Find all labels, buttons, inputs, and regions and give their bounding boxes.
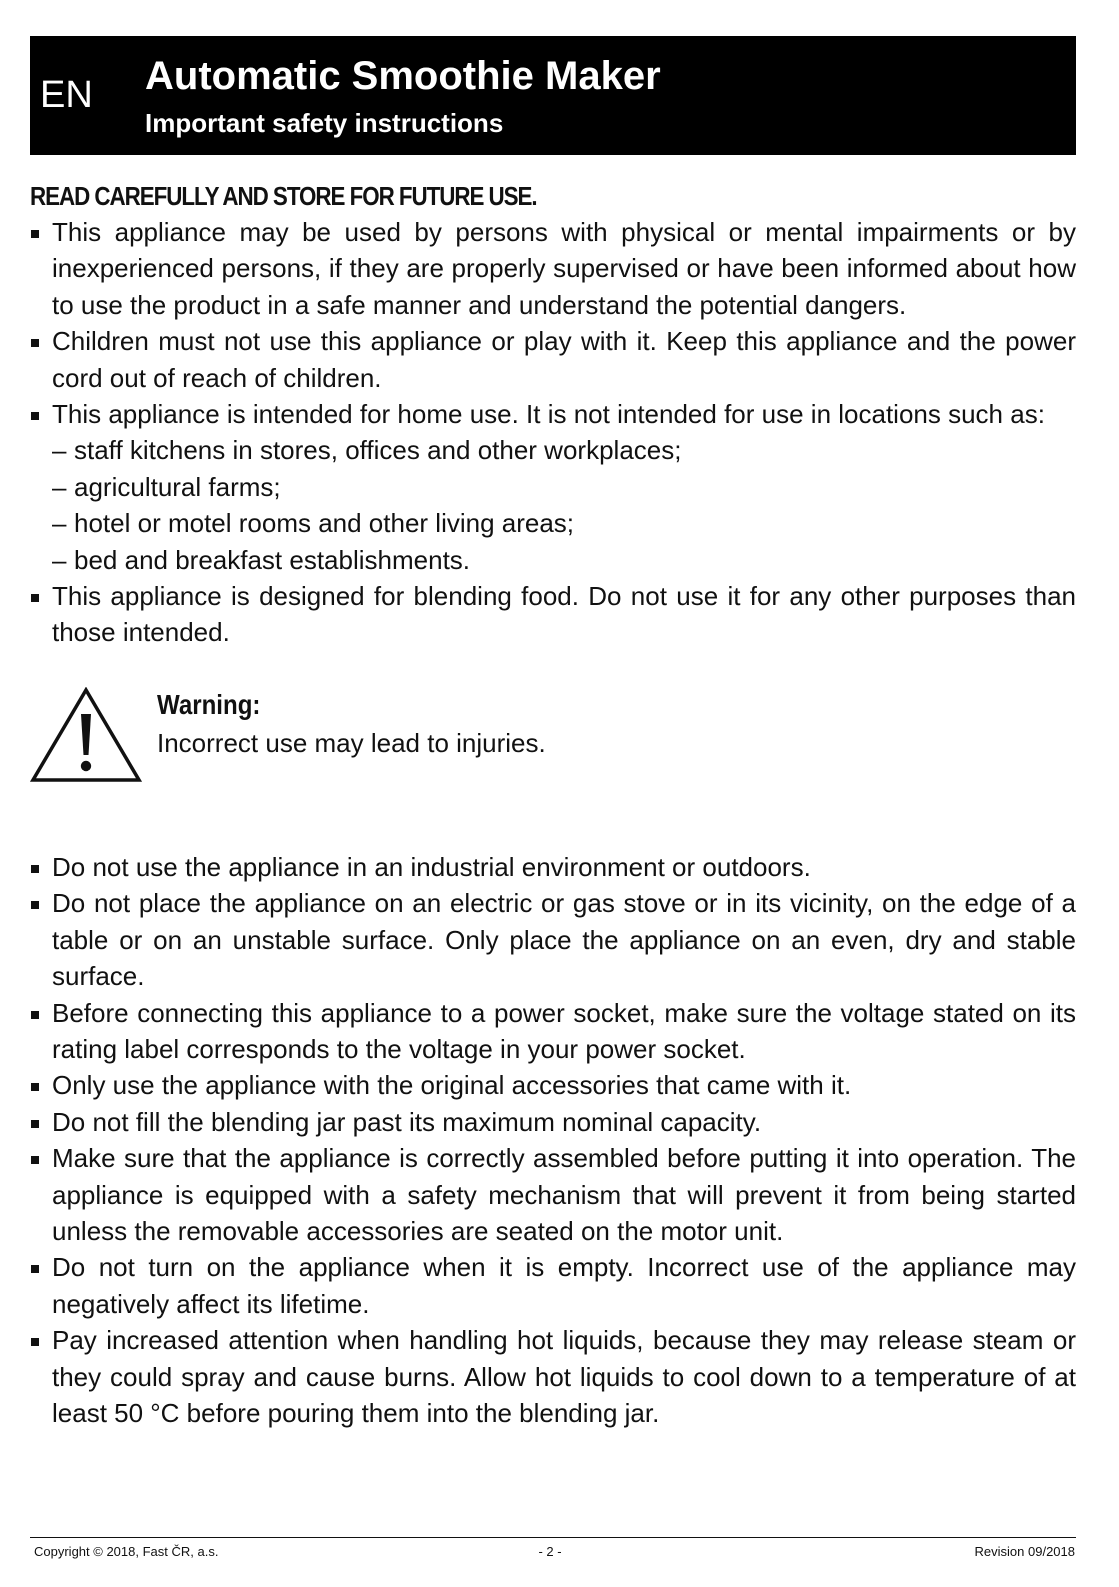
section-heading: READ CAREFULLY AND STORE FOR FUTURE USE. <box>30 181 537 211</box>
location-text: agricultural farms; <box>74 471 281 502</box>
instruction-list-bottom <box>30 849 1076 1432</box>
instruction-list-top <box>30 214 1076 432</box>
footer-copyright: Copyright © 2018, Fast ČR, a.s. <box>34 1544 219 1559</box>
list-item: Before connecting this appliance to a power socket, make sure the voltage stated on its rating label corresponds to the voltage in your power socket. <box>30 995 1076 1068</box>
warning-title: Warning: <box>157 688 261 720</box>
list-item: Pay increased attention when handling hot liquids, because they may release steam or they could spray and cause burns. Allow hot liquids to cool down to a temperature of at least 50 °C before pouring them into the blending jar. <box>30 1322 1076 1431</box>
sub-list-item <box>30 505 1076 541</box>
footer-revision: Revision 09/2018 <box>974 1544 1075 1559</box>
dash-marker: – <box>52 544 67 575</box>
list-item: Make sure that the appliance is correctly assembled before putting it into operation. The appliance is equipped with a safety mechanism that will prevent it from being started unless the removable accessories are seated on the motor unit. <box>30 1140 1076 1249</box>
sub-list-item <box>30 542 1076 578</box>
footer-divider <box>30 1537 1076 1538</box>
sub-list-item <box>30 432 1076 468</box>
instructions-body <box>30 178 1076 1431</box>
location-text: bed and breakfast establishments. <box>74 544 471 575</box>
warning-triangle-icon <box>30 687 142 783</box>
sub-list-item <box>30 469 1076 505</box>
page-title: Automatic Smoothie Maker <box>145 54 661 98</box>
list-item: This appliance is designed for blending food. Do not use it for any other purposes than those intended. <box>30 578 1076 651</box>
warning-text: Incorrect use may lead to injuries. <box>157 727 546 758</box>
dash-marker: – <box>52 435 67 466</box>
list-item: Children must not use this appliance or play with it. Keep this appliance and the power cord out of reach of children. <box>30 323 1076 396</box>
page-number: - 2 - <box>538 1544 562 1559</box>
location-text: staff kitchens in stores, offices and other workplaces; <box>74 435 682 466</box>
dash-marker: – <box>52 471 67 502</box>
warning-box <box>30 687 1076 813</box>
language-code: EN <box>40 74 93 116</box>
list-item: Do not turn on the appliance when it is empty. Incorrect use of the appliance may negatively affect its lifetime. <box>30 1249 1076 1322</box>
instruction-list-purpose <box>30 578 1076 651</box>
list-item: This appliance may be used by persons with physical or mental impairments or by inexperienced persons, if they are properly supervised or have been informed about how to use the product in a safe manner and understand the potential dangers. <box>30 214 1076 323</box>
list-item: Do not fill the blending jar past its maximum nominal capacity. <box>30 1104 1076 1140</box>
list-item: This appliance is intended for home use. It is not intended for use in locations such as: <box>30 396 1076 432</box>
page-header <box>30 36 1076 155</box>
list-item: Only use the appliance with the original accessories that came with it. <box>30 1067 1076 1103</box>
dash-marker: – <box>52 508 67 539</box>
page-subtitle: Important safety instructions <box>145 108 504 138</box>
list-item: Do not use the appliance in an industrial environment or outdoors. <box>30 849 1076 885</box>
list-item: Do not place the appliance on an electric or gas stove or in its vicinity, on the edge of a table or on an unstable surface. Only place the appliance on an even, dry and stable surface. <box>30 885 1076 994</box>
location-text: hotel or motel rooms and other living areas; <box>74 508 575 539</box>
